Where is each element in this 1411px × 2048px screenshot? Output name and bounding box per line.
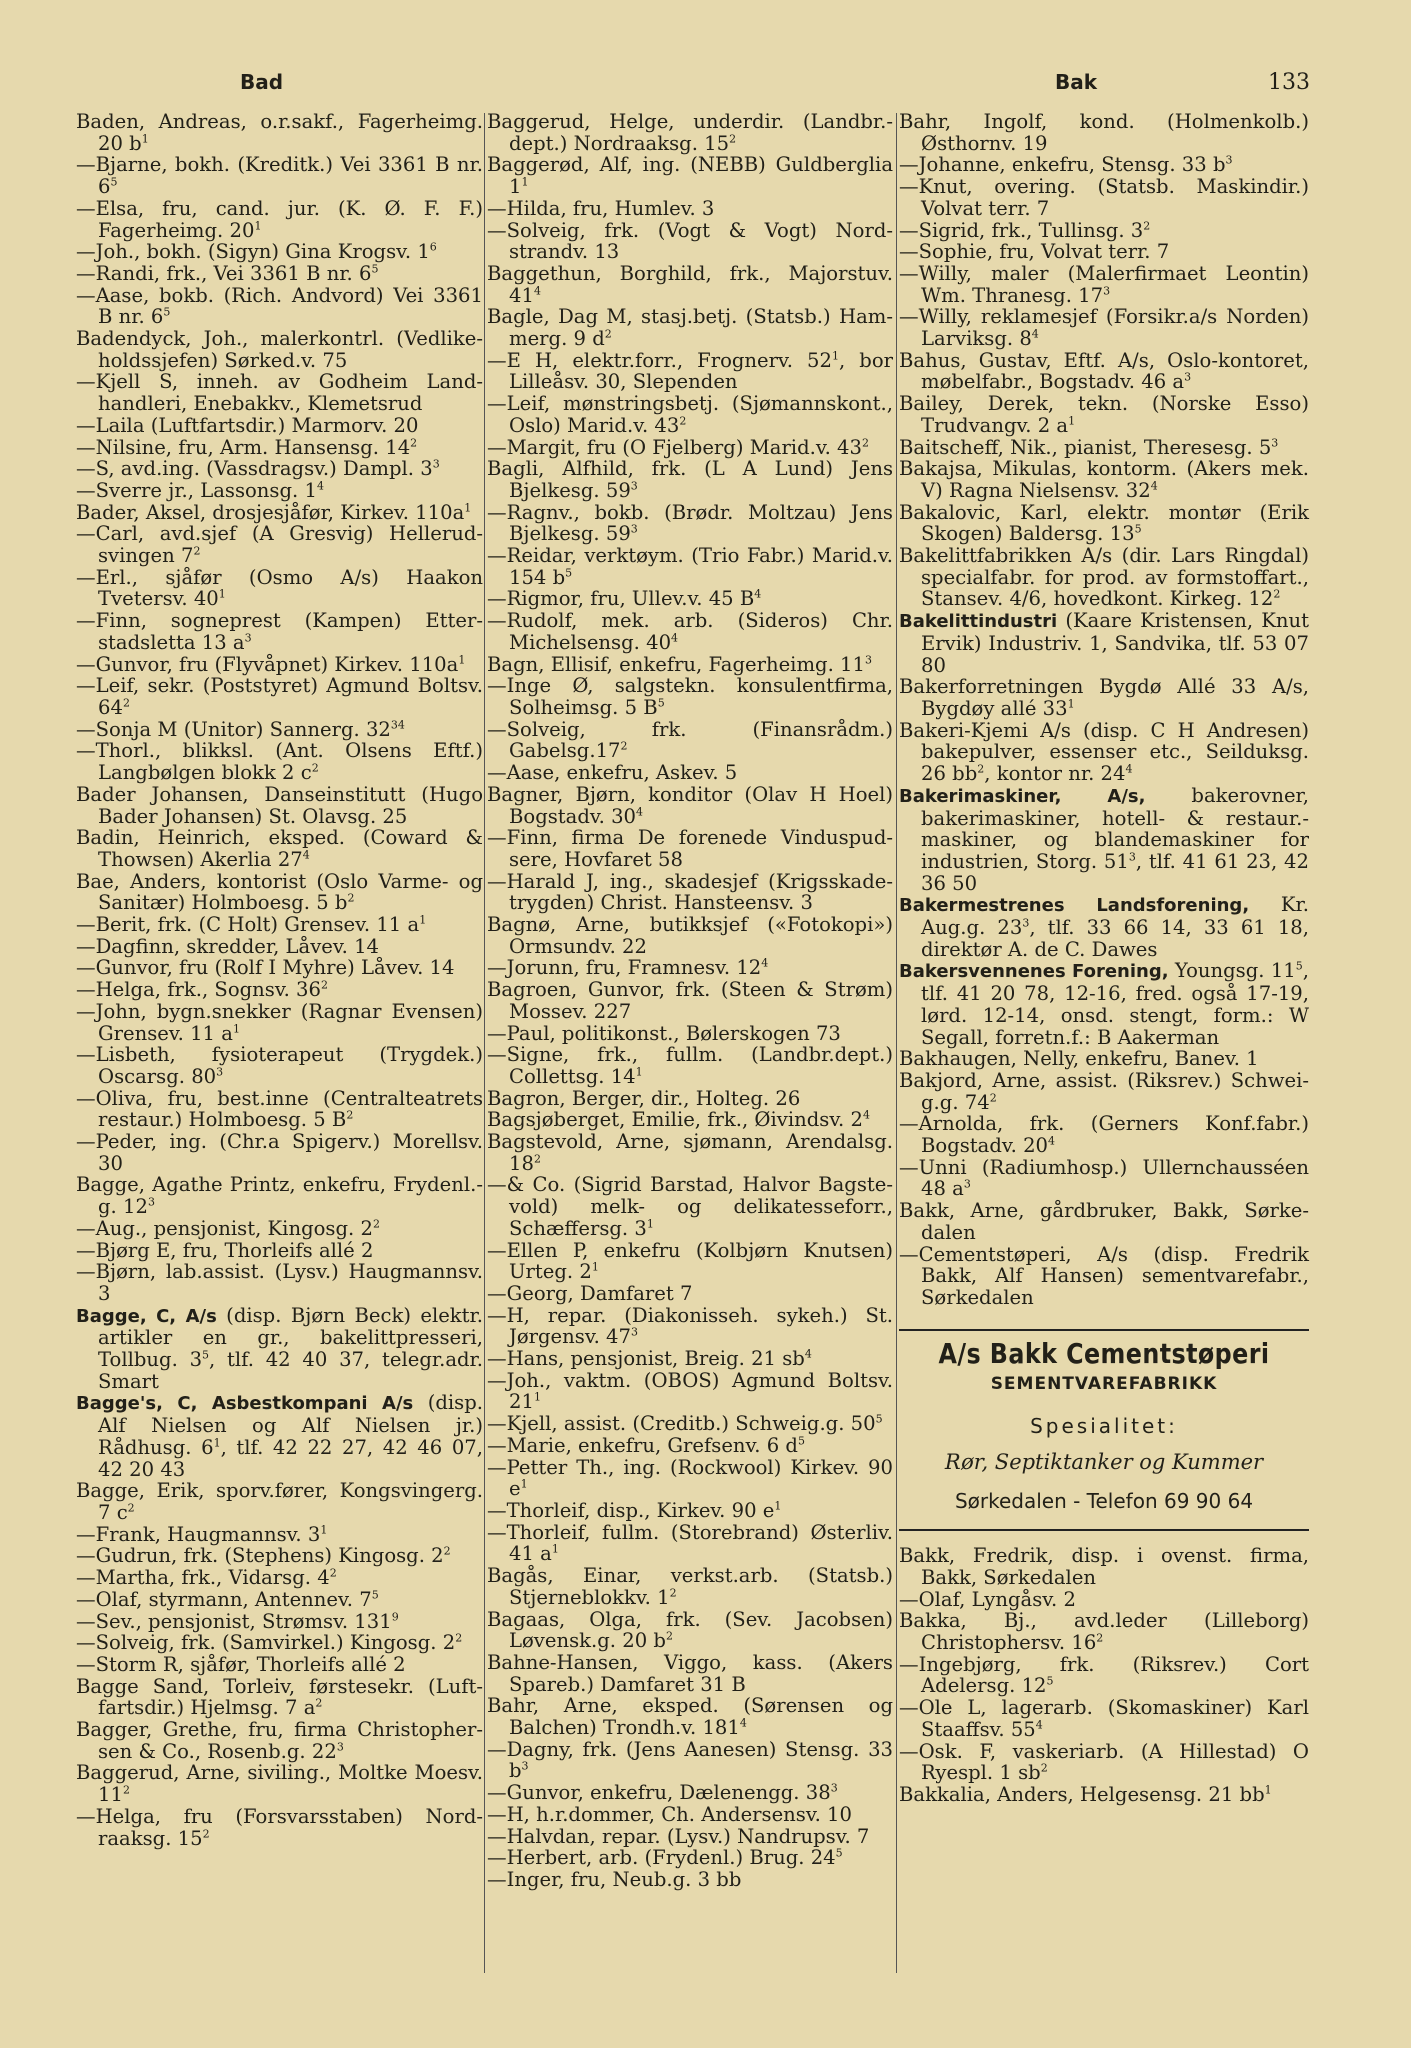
- directory-entry: —Nilsine, fru, Arm. Hansensg. $14^2$: [76, 435, 418, 459]
- directory-entry: Bagli, Alfhild, frk. (L A Lund) Jens Bjelkesg. $59^3$: [487, 457, 893, 502]
- ad-title: A/s Bakk Cementstøperi: [938, 1336, 1270, 1370]
- directory-entry: —Joh., vaktm. (OBOS) Agmund Boltsv. $21^1$: [487, 1368, 893, 1414]
- directory-entry: —Reidar, verktøym. (Trio Fabr.) Marid.v. 154 $b^5$: [487, 544, 893, 589]
- directory-entry: —Martha, frk., Vidarsg. $4^2$: [76, 1566, 337, 1590]
- directory-entry: Bagge, C, A/s (disp. Bjørn Beck) elektr. artikler en gr., bakelittpresseri, Tollbug. $3^5$, tlf. 42 40 37, telegr.adr. Smart: [76, 1303, 483, 1393]
- directory-entry: —S, avd.ing. (Vassdragsv.) Dampl. $3^3$: [76, 457, 440, 481]
- directory-entry: Baggethun, Borghild, frk., Majorstuv. $41^4$: [487, 261, 893, 307]
- directory-entry: —E H, elektr.forr., Frognerv. $52^1$, bor Lilleåsv. 30, Slependen: [487, 348, 893, 394]
- directory-entry: —Inge Ø, salgstekn. konsulentfirma, Solheimsg. 5 $B^5$: [487, 674, 893, 719]
- directory-entry: —& Co. (Sigrid Barstad, Halvor Bagstevold) melk- og delikatesseforr., Schæffersg. $3^1$: [487, 1173, 893, 1240]
- directory-entry: Badin, Heinrich, eksped. (Coward & Thowsen) Akerlia $27^4$: [76, 826, 483, 871]
- directory-entry: —Harald J, ing., skadesjef (Krigsskadetrygden) Christ. Hansteensv. 3: [487, 869, 893, 915]
- directory-entry: —Halvdan, repar. (Lysv.) Nandrupsv. 7: [487, 1824, 870, 1848]
- directory-entry: —Signe, frk., fullm. (Landbr.dept.) Collettsg. $14^1$: [487, 1043, 893, 1088]
- directory-entry: —Johanne, enkefru, Stensg. 33 $b^3$: [899, 153, 1233, 177]
- directory-entry: Bakkalia, Anders, Helgesensg. 21 $bb^1$: [899, 1782, 1272, 1806]
- directory-entry: Bakajsa, Mikulas, kontorm. (Akers mek. V) Ragna Nielsensv. $32^4$: [899, 457, 1309, 502]
- advertisement-box: [899, 1329, 1309, 1532]
- directory-entry: Bahus, Gustav, Eftf. A/s, Oslo-kontoret, møbelfabr., Bogstadv. 46 $a^3$: [899, 348, 1309, 394]
- directory-entry: —Thorl., blikksl. (Ant. Olsens Eftf.) Langbølgen blokk 2 $c^2$: [76, 739, 483, 785]
- directory-entry: Badendyck, Joh., malerkontrl. (Vedlikeholdssjefen) Sørked.v. 75: [76, 327, 483, 372]
- directory-entry: —Sigrid, frk., Tullinsg. $3^2$: [899, 218, 1151, 242]
- directory-entry: —Erl., sjåfør (Osmo A/s) Haakon Tvetersv. $40^1$: [76, 565, 483, 611]
- directory-entry: —Ragnv., bokb. (Brødr. Moltzau) Jens Bjelkesg. $59^3$: [487, 500, 893, 546]
- directory-entry: —Arnolda, frk. (Gerners Konf.fabr.) Bogstadv. $20^4$: [899, 1112, 1309, 1158]
- directory-entry: —Ole L, lagerarb. (Skomaskiner) Karl Staaffsv. $55^4$: [899, 1696, 1309, 1741]
- directory-entry: —Solveig, frk. (Finansrådm.) $Gabelsg.17^2$: [487, 717, 893, 763]
- directory-entry: —Leif, sekr. (Poststyret) Agmund Boltsv. $64^2$: [76, 674, 483, 719]
- entry-bold-name: Bakelittindustri: [899, 611, 1058, 633]
- entry-bold-name: Bakersvennenes Forening,: [899, 961, 1169, 983]
- directory-entry: Bagn, Ellisif, enkefru, Fagerheimg. $11^3$: [487, 652, 872, 676]
- directory-entry: —Sev., pensjonist, Strømsv. $131^9$: [76, 1609, 399, 1633]
- header-left-guide-word: Bad: [240, 70, 284, 94]
- directory-entry: Bagnø, Arne, butikksjef («Fotokopi») Ormsundv. 22: [487, 913, 893, 958]
- ad-subtitle: SEMENTVAREFABRIKK: [990, 1374, 1218, 1395]
- directory-entry: —Lisbeth, fysioterapeut (Trygdek.) Oscarsg. $80^3$: [76, 1043, 483, 1088]
- directory-entry: —Peder, ing. (Chr.a Spigerv.) Morellsv. 30: [76, 1130, 483, 1175]
- directory-entry: —Randi, frk., Vei 3361 B nr. $6^5$: [76, 261, 379, 285]
- column-2: [487, 111, 893, 1891]
- directory-entry: —Solveig, frk. (Samvirkel.) Kingosg. $2^2$: [76, 1631, 463, 1655]
- directory-entry: —Hilda, fru, Humlev. 3: [487, 196, 715, 220]
- directory-entry: Bakerimaskiner, A/s, bakerovner, bakerimaskiner, hotell- & restaur.maskiner, og blandemaskiner for industrien, Storg. $51^3$, tlf. 41 61 23, 42 36 50: [899, 783, 1309, 895]
- directory-entry: —Willy, reklamesjef (Forsikr.a/s Norden) Larviksg. $8^4$: [899, 305, 1309, 351]
- directory-entry: —Ellen P, enkefru (Kolbjørn Knutsen) Urteg. $2^1$: [487, 1238, 893, 1284]
- directory-entry: Bagge, Erik, sporv.fører, Kongsvingerg. 7 $c^2$: [76, 1479, 483, 1524]
- header-right-guide-word: Bak: [1055, 70, 1098, 94]
- column-divider: [484, 113, 485, 1973]
- entry-bold-name: Bakerimaskiner, A/s,: [899, 785, 1146, 807]
- directory-entry: —Georg, Damfaret 7: [487, 1281, 693, 1305]
- page-number: 133: [1268, 70, 1310, 95]
- directory-entry: —Unni (Radiumhosp.) Ullernchausséen 48 $a^3$: [899, 1155, 1309, 1201]
- directory-entry: —Thorleif, fullm. (Storebrand) Østerliv. 41 $a^1$: [487, 1520, 893, 1566]
- directory-entry: Baggerud, Arne, siviling., Moltke Moesv. $11^2$: [76, 1761, 483, 1807]
- column-3-entries-bottom: [899, 1545, 1309, 1805]
- entry-bold-name: Bagge's, C, Asbestkompani A/s: [76, 1393, 414, 1415]
- ad-products: Rør, Septiktanker og Kummer: [944, 1449, 1264, 1474]
- directory-entry: —Gunvor, fru (Rolf I Myhre) Låvev. 14: [76, 956, 455, 980]
- directory-entry: Bakka, Bj., avd.leder (Lilleborg) Christophersv. $16^2$: [899, 1609, 1309, 1654]
- directory-entry: —Helga, fru (Forsvarsstaben) Nordraaksg. $15^2$: [76, 1804, 483, 1850]
- directory-entry: Baggerud, Helge, underdir. (Landbr.dept.) Nordraaksg. $15^2$: [487, 110, 893, 155]
- directory-entry: —Bjarne, bokh. (Kreditk.) Vei 3361 B nr. $6^5$: [76, 153, 483, 199]
- directory-entry: Bagstevold, Arne, sjømann, Arendalsg. $18^2$: [487, 1130, 893, 1175]
- directory-entry: —Leif, mønstringsbetj. (Sjømannskont., Oslo) Marid.v. $43^2$: [487, 392, 893, 437]
- directory-entry: Bagle, Dag M, stasj.betj. (Statsb.) Hammerg. 9 $d^2$: [487, 305, 893, 351]
- directory-entry: —Laila (Luftfartsdir.) Marmorv. 20: [76, 413, 419, 437]
- directory-entry: —Sonja M (Unitor) Sannerg. $32^{34}$: [76, 717, 405, 741]
- directory-entry: Bakjord, Arne, assist. (Riksrev.) Schweig.g. $74^2$: [899, 1068, 1309, 1114]
- directory-entry: —H, h.r.dommer, Ch. Andersensv. 10: [487, 1802, 852, 1826]
- directory-entry: —Aug., pensjonist, Kingosg. $2^2$: [76, 1216, 380, 1240]
- directory-entry: —Solveig, frk. (Vogt & Vogt) Nordstrandv. 13: [487, 218, 893, 264]
- directory-entry: Bakelittfabrikken A/s (dir. Lars Ringdal) specialfabr. for prod. av formstoffart., Stansev. 4/6, hovedkont. Kirkeg. $12^2$: [899, 544, 1309, 611]
- directory-entry: Bagger, Grethe, fru, firma Christophersen & Co., Rosenb.g. $22^3$: [76, 1718, 483, 1763]
- directory-entry: —Frank, Haugmannsv. $3^1$: [76, 1522, 328, 1546]
- directory-entry: —Gudrun, frk. (Stephens) Kingosg. $2^2$: [76, 1544, 451, 1568]
- directory-entry: —Storm R, sjåfør, Thorleifs allé 2: [76, 1652, 406, 1676]
- directory-entry: —Petter Th., ing. (Rockwool) Kirkev. 90 $e^1$: [487, 1455, 893, 1501]
- directory-entry: —H, repar. (Diakonisseh. sykeh.) St. Jørgensv. $47^3$: [487, 1303, 893, 1349]
- directory-entry: —Dagfinn, skredder, Låvev. 14: [76, 934, 380, 958]
- directory-entry: Bagron, Berger, dir., Holteg. 26: [487, 1086, 801, 1110]
- directory-entry: —Aase, bokb. (Rich. Andvord) Vei 3361 B nr. $6^5$: [76, 283, 483, 329]
- directory-entry: —Kjell S, inneh. av Godheim Landhandleri, Enebakkv., Klemetsrud: [76, 370, 483, 416]
- directory-entry: —Kjell, assist. (Creditb.) Schweig.g. $50^5$: [487, 1412, 883, 1436]
- directory-entry: —Joh., bokh. (Sigyn) Gina Krogsv. $1^6$: [76, 240, 437, 264]
- directory-entry: Bagås, Einar, verkst.arb. (Statsb.) Stjerneblokkv. $1^2$: [487, 1564, 893, 1609]
- directory-entry: —Finn, firma De forenede Vinduspudsere, Hovfaret 58: [487, 826, 893, 871]
- directory-entry: —Finn, sogneprest (Kampen) Etterstadsletta 13 $a^3$: [76, 609, 483, 654]
- entry-bold-name: Bakermestrenes Landsforening,: [899, 895, 1250, 917]
- directory-entry: —Carl, avd.sjef (A Gresvig) Hellerudsvingen $7^2$: [76, 522, 483, 568]
- directory-entry: Bagroen, Gunvor, frk. (Steen & Strøm) Mossev. 227: [487, 978, 893, 1023]
- directory-entry: —Gunvor, fru (Flyvåpnet) Kirkev. $110a^1$: [76, 652, 466, 676]
- directory-entry: Bagner, Bjørn, konditor (Olav H Hoel) Bogstadv. $30^4$: [487, 782, 893, 828]
- directory-entry: —Jorunn, fru, Framnesv. $12^4$: [487, 956, 769, 980]
- directory-entry: Bakhaugen, Nelly, enkefru, Banev. 1: [899, 1047, 1259, 1071]
- directory-entry: —Berit, frk. (C Holt) Grensev. 11 $a^1$: [76, 913, 427, 937]
- directory-entry: Bakk, Arne, gårdbruker, Bakk, Sørkedalen: [899, 1199, 1309, 1244]
- directory-entry: —Dagny, frk. (Jens Aanesen) Stensg. 33 $b^3$: [487, 1737, 893, 1783]
- directory-entry: —John, bygn.snekker (Ragnar Evensen) Grensev. 11 $a^1$: [76, 999, 483, 1045]
- directory-entry: —Knut, overing. (Statsb. Maskindir.) Volvat terr. 7: [899, 175, 1309, 220]
- directory-entry: —Olaf, styrmann, Antennev. $7^5$: [76, 1587, 379, 1611]
- page-header: [110, 70, 1320, 100]
- column-3: [899, 111, 1309, 1806]
- directory-entry: Bagge Sand, Torleiv, førstesekr. (Luftfartsdir.) Hjelmsg. 7 $a^2$: [76, 1674, 483, 1720]
- directory-entry: Bahr, Arne, eksped. (Sørensen og Balchen) Trondh.v. $181^4$: [487, 1694, 893, 1740]
- directory-entry: —Gunvor, enkefru, Dælenengg. $38^3$: [487, 1781, 838, 1805]
- directory-entry: Baggerød, Alf, ing. (NEBB) Guldberglia $1^1$: [487, 153, 893, 199]
- directory-entry: —Paul, politikonst., Bølerskogen 73: [487, 1021, 841, 1045]
- directory-entry: —Osk. F, vaskeriarb. (A Hillestad) O Ryespl. 1 $sb^2$: [899, 1739, 1309, 1785]
- directory-entry: —Aase, enkefru, Askev. 5: [487, 761, 738, 785]
- directory-entry: —Bjørn, lab.assist. (Lysv.) Haugmannsv. 3: [76, 1260, 483, 1305]
- directory-entry: Baden, Andreas, o.r.sakf., Fagerheimg. 20 $b^1$: [76, 110, 483, 155]
- directory-entry: Bagsjøberget, Emilie, frk., Øivindsv. $2^4$: [487, 1108, 870, 1132]
- directory-entry: —Oliva, fru, best.inne (Centralteatrets restaur.) Holmboesg. 5 $B^2$: [76, 1086, 483, 1132]
- directory-entry: Bader Johansen, Danseinstitutt (Hugo Bader Johansen) St. Olavsg. 25: [76, 782, 483, 828]
- column-1: [76, 111, 483, 1849]
- directory-entry: Baitscheff, Nik., pianist, Theresesg. $5^3$: [899, 435, 1279, 459]
- directory-entry: —Inger, fru, Neub.g. 3 bb: [487, 1867, 742, 1891]
- entry-bold-name: Bagge, C, A/s: [76, 1305, 217, 1327]
- directory-entry: —Thorleif, disp., Kirkev. 90 $e^1$: [487, 1499, 782, 1522]
- directory-entry: Bagge's, C, Asbestkompani A/s (disp. Alf Nielsen og Alf Nielsen jr.) Rådhusg. $6^1$, tlf. 42 22 27, 42 46 07, 42 20 43: [76, 1391, 483, 1481]
- directory-entry: —Cementstøperi, A/s (disp. Fredrik Bakk, Alf Hansen) sementvarefabr., Sørkedalen: [899, 1242, 1309, 1309]
- directory-entry: Bakeri-Kjemi A/s (disp. C H Andresen) bakepulver, essenser etc., Seilduksg. 26 $bb^2$, kontor nr. $24^4$: [899, 718, 1309, 786]
- directory-entry: Bahr, Ingolf, kond. (Holmenkolb.) Østhornv. 19: [899, 110, 1309, 155]
- directory-entry: —Margit, fru (O Fjelberg) Marid.v. $43^2$: [487, 435, 869, 459]
- directory-entry: —Elsa, fru, cand. jur. (K. Ø. F. F.) Fagerheimg. $20^1$: [76, 196, 483, 242]
- ad-specialty-heading: Spesialitet:: [1030, 1414, 1178, 1439]
- directory-entry: —Sverre jr., Lassonsg. $1^4$: [76, 478, 324, 502]
- directory-entry: —Herbert, arb. (Frydenl.) Brug. $24^5$: [487, 1846, 843, 1870]
- column-divider: [896, 113, 897, 1973]
- directory-entry: Bakersvennenes Forening, Youngsg. $11^5$, tlf. 41 20 78, 12-16, fred. også 17-19, lørd. 12-14, onsd. stengt, form.: W Segall, forretn.f.: B Aakerman: [899, 959, 1309, 1049]
- directory-entry: —Bjørg E, fru, Thorleifs allé 2: [76, 1238, 374, 1262]
- directory-entry: —Helga, frk., Sognsv. $36^2$: [76, 978, 328, 1002]
- directory-entry: —Willy, maler (Malerfirmaet Leontin) Wm. Thranesg. $17^3$: [899, 261, 1309, 307]
- directory-entry: —Marie, enkefru, Grefsenv. 6 $d^5$: [487, 1433, 805, 1457]
- directory-entry: Bakalovic, Karl, elektr. montør (Erik Skogen) Baldersg. $13^5$: [899, 500, 1309, 546]
- directory-entry: Bailey, Derek, tekn. (Norske Esso) Trudvangv. 2 $a^1$: [899, 392, 1309, 437]
- directory-entry: —Rigmor, fru, Ullev.v. 45 $B^4$: [487, 587, 762, 611]
- directory-entry: —Olaf, Lyngåsv. 2: [899, 1587, 1076, 1611]
- directory-entry: —Rudolf, mek. arb. (Sideros) Chr. Michelsensg. $40^4$: [487, 609, 893, 654]
- directory-entry: Bakermestrenes Landsforening, Kr. Aug.g. $23^3$, tlf. 33 66 14, 33 61 18, direktør A. de C. Dawes: [899, 893, 1309, 961]
- directory-entry: Bagaas, Olga, frk. (Sev. Jacobsen) Løvensk.g. 20 $b^2$: [487, 1607, 893, 1653]
- directory-entry: Bahne-Hansen, Viggo, kass. (Akers Spareb.) Damfaret 31 B: [487, 1650, 893, 1696]
- directory-entry: Bakerforretningen Bygdø Allé 33 A/s, Bygdøy allé $33^1$: [899, 675, 1309, 720]
- directory-entry: Bakk, Fredrik, disp. i ovenst. firma, Bakk, Sørkedalen: [899, 1544, 1309, 1589]
- directory-entry: Bae, Anders, kontorist (Oslo Varme- og Sanitær) Holmboesg. 5 $b^2$: [76, 869, 483, 915]
- directory-entry: Bakelittindustri (Kaare Kristensen, Knut Ervik) Industriv. 1, Sandvika, tlf. 53 07 80: [899, 609, 1309, 677]
- directory-entry: Bagge, Agathe Printz, enkefru, Frydenl.g. $12^3$: [76, 1173, 483, 1219]
- ad-contact: Sørkedalen - Telefon 69 90 64: [954, 1489, 1254, 1514]
- column-3-entries-top: [899, 111, 1309, 1309]
- directory-entry: Bader, Aksel, drosjesjåfør, Kirkev. $110a^1$: [76, 500, 472, 524]
- directory-entry: —Ingebjørg, frk. (Riksrev.) Cort Adelersg. $12^5$: [899, 1652, 1309, 1698]
- directory-entry: —Hans, pensjonist, Breig. 21 $sb^4$: [487, 1347, 812, 1371]
- directory-entry: —Sophie, fru, Volvat terr. 7: [899, 240, 1170, 264]
